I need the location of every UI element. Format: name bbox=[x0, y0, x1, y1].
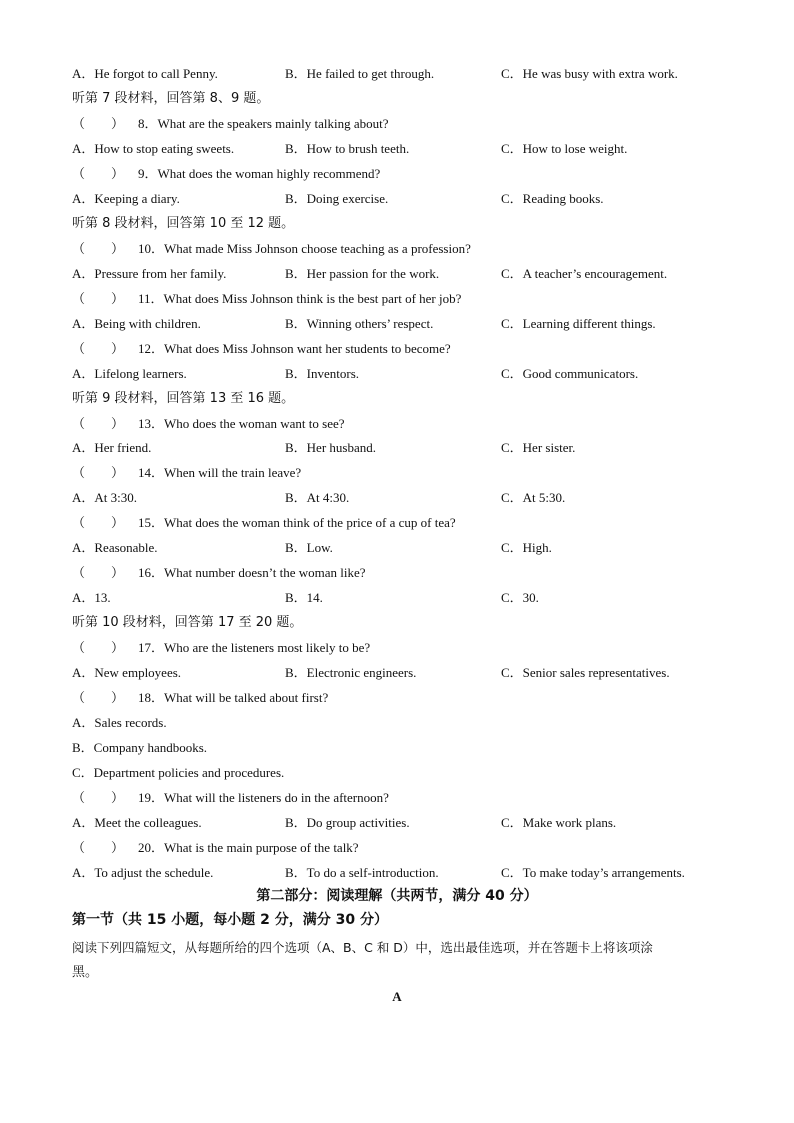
q11-option-b: B．Winning others’ respect. bbox=[285, 316, 434, 331]
q7-option-b: B．He failed to get through. bbox=[285, 66, 435, 81]
question-stem: 12．What does Miss Johnson want her students to become? bbox=[138, 341, 451, 356]
answer-blank: （ ） bbox=[72, 466, 125, 481]
question-stem: 13．Who does the woman want to see? bbox=[138, 416, 345, 431]
answer-blank: （ ） bbox=[72, 516, 125, 531]
question-stem: 10．What made Miss Johnson choose teaching as a profession? bbox=[138, 241, 471, 256]
question-16 bbox=[72, 564, 366, 582]
q10-option-b: B．Her passion for the work. bbox=[285, 266, 440, 281]
question-10 bbox=[72, 240, 471, 258]
answer-blank: （ ） bbox=[72, 641, 125, 656]
q18-option-c: C．Department policies and procedures. bbox=[72, 765, 285, 780]
q18-option-b: B．Company handbooks. bbox=[72, 740, 208, 755]
question-20 bbox=[72, 839, 359, 857]
question-stem: 16．What number doesn’t the woman like? bbox=[138, 565, 366, 580]
q16-option-a: A．13. bbox=[72, 590, 111, 605]
section-heading-10: 听第 10 段材料，回答第 17 至 20 题。 bbox=[72, 615, 303, 630]
part-two-title: 第二部分：阅读理解（共两节，满分 40 分） bbox=[256, 888, 538, 904]
q8-option-b: B．How to brush teeth. bbox=[285, 141, 410, 156]
q17-option-a: A．New employees. bbox=[72, 665, 182, 680]
q19-option-c: C．Make work plans. bbox=[501, 815, 617, 830]
passage-label: A bbox=[392, 989, 402, 1004]
question-12 bbox=[72, 340, 451, 358]
question-stem: 17．Who are the listeners most likely to be? bbox=[138, 640, 371, 655]
q17-option-c: C．Senior sales representatives. bbox=[501, 665, 670, 680]
q16-option-c: C．30. bbox=[501, 590, 539, 605]
answer-blank: （ ） bbox=[72, 117, 125, 132]
answer-blank: （ ） bbox=[72, 242, 125, 257]
answer-blank: （ ） bbox=[72, 791, 125, 806]
q8-option-a: A．How to stop eating sweets. bbox=[72, 141, 235, 156]
q16-option-b: B．14. bbox=[285, 590, 323, 605]
q20-option-a: A．To adjust the schedule. bbox=[72, 865, 214, 880]
q7-option-c: C．He was busy with extra work. bbox=[501, 66, 678, 81]
question-stem: 19．What will the listeners do in the afternoon? bbox=[138, 790, 389, 805]
q14-option-c: C．At 5:30. bbox=[501, 490, 566, 505]
q12-option-a: A．Lifelong learners. bbox=[72, 366, 187, 381]
q15-option-b: B．Low. bbox=[285, 540, 333, 555]
answer-blank: （ ） bbox=[72, 292, 125, 307]
q12-option-b: B．Inventors. bbox=[285, 366, 360, 381]
question-17 bbox=[72, 639, 370, 657]
q11-option-c: C．Learning different things. bbox=[501, 316, 656, 331]
q15-option-a: A．Reasonable. bbox=[72, 540, 158, 555]
question-stem: 14．When will the train leave? bbox=[138, 465, 302, 480]
answer-blank: （ ） bbox=[72, 841, 125, 856]
question-15 bbox=[72, 514, 456, 532]
section-heading-7: 听第 7 段材料，回答第 8、9 题。 bbox=[72, 91, 270, 106]
question-11 bbox=[72, 290, 461, 308]
question-13 bbox=[72, 415, 345, 433]
section-heading-8: 听第 8 段材料，回答第 10 至 12 题。 bbox=[72, 216, 295, 231]
q15-option-c: C．High. bbox=[501, 540, 552, 555]
q18-option-a: A．Sales records. bbox=[72, 715, 167, 730]
question-18 bbox=[72, 689, 328, 707]
q13-option-a: A．Her friend. bbox=[72, 440, 152, 455]
question-8 bbox=[72, 115, 389, 133]
answer-blank: （ ） bbox=[72, 342, 125, 357]
q20-option-b: B．To do a self-introduction. bbox=[285, 865, 439, 880]
q14-option-b: B．At 4:30. bbox=[285, 490, 350, 505]
q14-option-a: A．At 3:30. bbox=[72, 490, 138, 505]
question-stem: 11．What does Miss Johnson think is the best part of her job? bbox=[138, 291, 462, 306]
section-heading-9: 听第 9 段材料，回答第 13 至 16 题。 bbox=[72, 391, 295, 406]
question-9 bbox=[72, 165, 380, 183]
question-19 bbox=[72, 789, 389, 807]
answer-blank: （ ） bbox=[72, 691, 125, 706]
q12-option-c: C．Good communicators. bbox=[501, 366, 639, 381]
q10-option-a: A．Pressure from her family. bbox=[72, 266, 227, 281]
answer-blank: （ ） bbox=[72, 566, 125, 581]
question-14 bbox=[72, 464, 301, 482]
section-one-title: 第一节（共 15 小题，每小题 2 分，满分 30 分） bbox=[72, 912, 388, 928]
instructions-line-1: 阅读下列四篇短文，从每题所给的四个选项（A、B、C 和 D）中，选出最佳选项，并在答题卡上将该项涂 bbox=[72, 940, 653, 955]
answer-blank: （ ） bbox=[72, 167, 125, 182]
q9-option-b: B．Doing exercise. bbox=[285, 191, 389, 206]
q13-option-c: C．Her sister. bbox=[501, 440, 576, 455]
question-stem: 20．What is the main purpose of the talk? bbox=[138, 840, 359, 855]
q7-option-a: A．He forgot to call Penny. bbox=[72, 66, 218, 81]
q13-option-b: B．Her husband. bbox=[285, 440, 376, 455]
answer-blank: （ ） bbox=[72, 417, 125, 432]
q20-option-c: C．To make today’s arrangements. bbox=[501, 865, 685, 880]
q19-option-b: B．Do group activities. bbox=[285, 815, 410, 830]
q9-option-a: A．Keeping a diary. bbox=[72, 191, 180, 206]
q9-option-c: C．Reading books. bbox=[501, 191, 604, 206]
q8-option-c: C．How to lose weight. bbox=[501, 141, 628, 156]
question-stem: 8．What are the speakers mainly talking about? bbox=[138, 116, 389, 131]
question-stem: 15．What does the woman think of the price of a cup of tea? bbox=[138, 515, 456, 530]
question-stem: 9．What does the woman highly recommend? bbox=[138, 166, 381, 181]
q10-option-c: C．A teacher’s encouragement. bbox=[501, 266, 668, 281]
instructions-line-2: 黑。 bbox=[72, 965, 99, 980]
q17-option-b: B．Electronic engineers. bbox=[285, 665, 417, 680]
q11-option-a: A．Being with children. bbox=[72, 316, 201, 331]
question-stem: 18．What will be talked about first? bbox=[138, 690, 329, 705]
q19-option-a: A．Meet the colleagues. bbox=[72, 815, 202, 830]
